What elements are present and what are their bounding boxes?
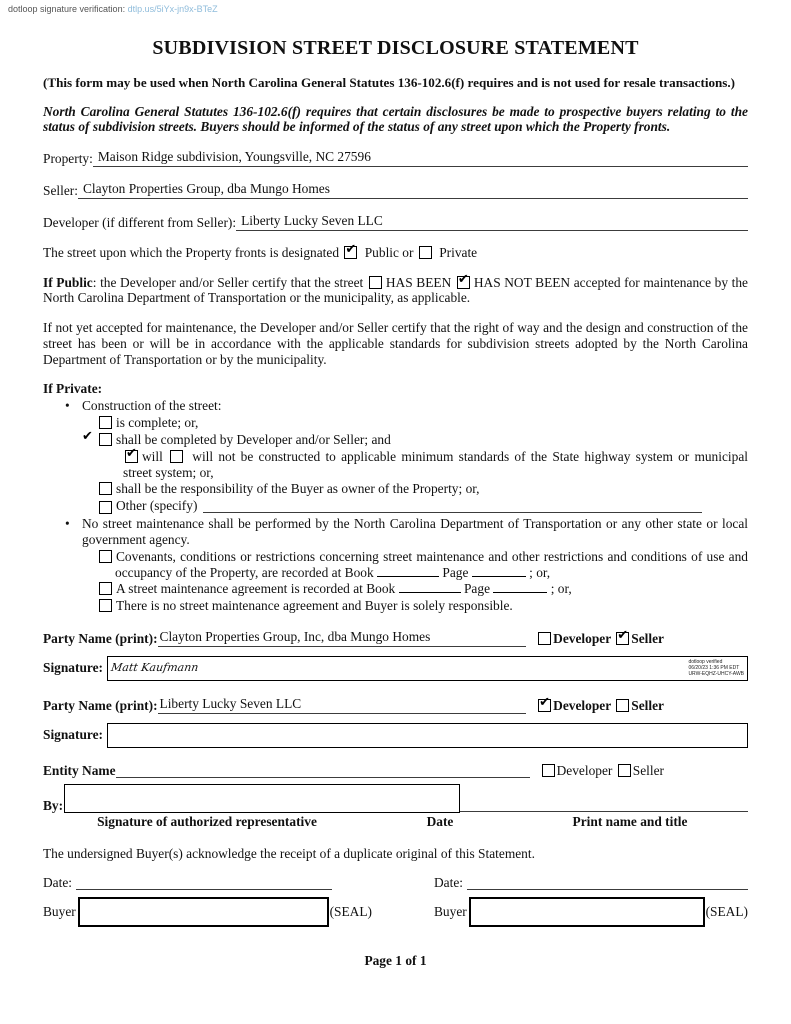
by-captions — [43, 813, 748, 830]
bullet-glyph: • — [65, 516, 70, 532]
no-maintenance-bullet-text: No street maintenance shall be performed by the North Carolina Department of Transportation or any other state or local government agency. — [82, 516, 748, 547]
signature1-autograph: Matt Kaufmann — [110, 660, 200, 674]
signature1-field[interactable] — [107, 656, 748, 681]
will-not-text: will not be constructed to applicable minimum standards of the State highway system or municipal street system; or, — [123, 448, 748, 480]
other-checkbox[interactable] — [99, 501, 112, 514]
construction-bullet-text: Construction of the street: — [82, 398, 222, 414]
developer-label: Developer — [553, 630, 611, 646]
or-suffix: ; or, — [529, 564, 551, 580]
party2-role-checkgroup — [536, 694, 664, 714]
by-label: By: — [43, 797, 64, 813]
has-not-been-checkbox[interactable]: ✔ — [457, 271, 469, 287]
if-public-paragraph — [43, 271, 748, 307]
will-label: will — [142, 448, 169, 464]
option-covenants — [43, 549, 748, 581]
buyer-label: Buyer — [43, 904, 76, 920]
party2-seller-checkbox[interactable] — [616, 699, 629, 712]
agreement-checkbox[interactable] — [99, 582, 112, 595]
property-label: Property: — [43, 151, 93, 167]
caption-date: Date — [426, 814, 454, 830]
signature1-label: Signature: — [43, 660, 104, 676]
property-field[interactable]: Maison Ridge subdivision, Youngsville, NC 27596 — [93, 149, 748, 167]
entity-name-field[interactable] — [116, 776, 530, 778]
buyer-responsibility-checkbox[interactable] — [99, 482, 112, 495]
book-label: Book — [366, 581, 396, 597]
party2-name-field[interactable]: Liberty Lucky Seven LLC — [158, 696, 527, 714]
if-public-after: accepted for maintenance by the North Carolina Department of Transportation or the municipality, as applicable. — [43, 274, 748, 306]
has-not-been-label: HAS NOT BEEN — [473, 274, 571, 290]
covenants-checkbox[interactable] — [99, 550, 112, 563]
or-suffix: ; or, — [550, 581, 572, 597]
party1-seller-checkbox[interactable]: ✔ — [617, 627, 629, 643]
date-label: Date: — [43, 875, 72, 891]
no-maintenance-bullet — [43, 516, 748, 548]
option-no-agreement — [43, 598, 748, 614]
party1-developer-checkbox[interactable] — [538, 632, 551, 645]
seller-label: Seller — [631, 697, 664, 713]
buyer-column-left — [43, 875, 372, 927]
option-complete — [43, 415, 748, 431]
party2-label: Party Name (print): — [43, 697, 158, 713]
private-label: Private — [439, 244, 478, 260]
construction-bullet — [43, 398, 748, 414]
date-field-left[interactable] — [76, 888, 332, 890]
agreement-page-field[interactable] — [493, 581, 547, 593]
option-shall-completed-label: shall be completed by Developer and/or Seller; and — [116, 432, 391, 448]
buyer-column-right — [434, 875, 748, 927]
option-buyer-responsibility-label: shall be the responsibility of the Buyer as owner of the Property; or, — [116, 481, 480, 497]
stamp-line1: dotloop verified — [688, 659, 723, 666]
buyer-row-left — [43, 897, 372, 927]
designation-line — [43, 241, 748, 261]
property-row — [43, 149, 748, 167]
option-no-agreement-label: There is no street maintenance agreement and Buyer is solely responsible. — [116, 598, 513, 614]
agreement-book-field[interactable] — [399, 581, 461, 593]
by-print-line[interactable] — [460, 810, 748, 812]
date-label: Date: — [434, 875, 463, 891]
buyer-signature-field-right[interactable] — [469, 897, 705, 927]
buyer-row-right — [434, 897, 748, 927]
caption-print-name: Print name and title — [572, 814, 688, 830]
signature2-row — [43, 723, 748, 748]
party2-developer-checkbox[interactable]: ✔ — [539, 694, 551, 710]
other-specify-field[interactable] — [203, 511, 702, 513]
shall-completed-checkbox[interactable]: ✔ — [99, 433, 112, 446]
developer-row — [43, 213, 748, 231]
option-complete-label: is complete; or, — [116, 415, 199, 431]
document-body — [0, 37, 791, 969]
bullet-glyph: • — [65, 398, 70, 414]
option-agreement-text: A street maintenance agreement is recorded at — [116, 581, 363, 597]
party1-name-field[interactable]: Clayton Properties Group, Inc, dba Mungo Homes — [158, 629, 527, 647]
seller-label: Seller — [632, 762, 664, 778]
will-not-checkbox[interactable] — [170, 450, 183, 463]
buyer-label: Buyer — [434, 904, 467, 920]
party1-row — [43, 629, 748, 647]
no-agreement-checkbox[interactable] — [99, 599, 112, 612]
usage-note: (This form may be used when North Carolina General Statutes 136-102.6(f) requires and is not used for resale transactions.) — [43, 75, 736, 91]
by-signature-field[interactable] — [64, 784, 460, 813]
entity-role-checkgroup — [540, 763, 664, 779]
covenants-page-field[interactable] — [472, 565, 526, 577]
developer-label: Developer — [556, 762, 613, 778]
seller-row — [43, 181, 748, 199]
seller-label: Seller: — [43, 183, 78, 199]
not-accepted-paragraph: If not yet accepted for maintenance, the Developer and/or Seller certify that the right of way and the design and construction of the street has been or will be in accordance with the applicable standards for subdivision streets adopted by the North Carolina Department of Transportation or by the municipality. — [43, 320, 748, 367]
by-row — [43, 784, 748, 813]
public-checkbox[interactable]: ✔ — [345, 241, 357, 257]
if-public-label: If Public — [43, 274, 93, 290]
date-row-left — [43, 875, 372, 891]
complete-checkbox[interactable] — [99, 416, 112, 429]
statute-note: North Carolina General Statutes 136-102.6(f) requires that certain disclosures be made to prospective buyers relating to the status of subdivision streets. Buyers should be informed of the status of any street upon which the Property fronts. — [43, 103, 748, 135]
seal-label: (SEAL) — [705, 904, 748, 920]
entity-developer-checkbox[interactable] — [542, 764, 555, 777]
signature1-row — [43, 656, 748, 681]
signature2-field[interactable] — [107, 723, 748, 748]
dotloop-stamp — [688, 659, 744, 677]
has-been-label: HAS BEEN — [385, 274, 452, 290]
developer-label: Developer — [553, 697, 611, 713]
entity-seller-checkbox[interactable] — [618, 764, 631, 777]
verification-link[interactable]: dtlp.us/5iYx-jn9x-BTeZ — [127, 4, 218, 14]
seal-label: (SEAL) — [329, 904, 372, 920]
seller-label: Seller — [631, 630, 664, 646]
signature2-label: Signature: — [43, 727, 104, 743]
option-shall-completed — [43, 429, 748, 448]
designation-text: The street upon which the Property fronts is designated — [43, 244, 340, 260]
if-private-label: If Private: — [43, 380, 103, 396]
date-row-right — [434, 875, 748, 891]
option-buyer-responsibility — [43, 481, 748, 497]
option-other — [43, 498, 748, 514]
if-public-before: : the Developer and/or Seller certify that the street — [92, 274, 367, 290]
page-label: Page — [442, 564, 469, 580]
seller-field[interactable]: Clayton Properties Group, dba Mungo Homes — [78, 181, 748, 199]
page-number: Page 1 of 1 — [364, 953, 427, 969]
developer-label: Developer (if different from Seller): — [43, 214, 237, 230]
stamp-line2: 06/20/23 1:36 PM EDT — [688, 665, 740, 672]
option-covenants-text: Covenants, conditions or restrictions concerning street maintenance and other restrictions and conditions of use and occupancy of the Property, are recorded at Book — [115, 548, 748, 580]
developer-field[interactable]: Liberty Lucky Seven LLC — [236, 213, 748, 231]
public-label: Public or — [364, 244, 414, 260]
stamp-line3: URW-EQHZ-UHCY-AWB — [688, 671, 744, 678]
caption-signature: Signature of authorized representative — [97, 814, 317, 830]
option-agreement — [43, 581, 748, 597]
will-willnot-line — [43, 445, 748, 481]
covenants-book-field[interactable] — [377, 565, 439, 577]
dotloop-verification-header — [0, 0, 791, 15]
party2-row — [43, 696, 748, 714]
page-title: SUBDIVISION STREET DISCLOSURE STATEMENT — [152, 36, 639, 59]
entity-row — [43, 763, 748, 779]
verification-label: dotloop signature verification: — [8, 4, 126, 14]
option-other-label: Other (specify) — [116, 498, 198, 514]
entity-label: Entity Name — [43, 762, 116, 778]
acknowledgment-text: The undersigned Buyer(s) acknowledge the receipt of a duplicate original of this Statement. — [43, 846, 535, 862]
page-label: Page — [463, 581, 491, 597]
party1-label: Party Name (print): — [43, 630, 158, 646]
private-checkbox[interactable] — [419, 246, 432, 259]
party1-role-checkgroup — [536, 627, 664, 647]
has-been-checkbox[interactable] — [369, 276, 382, 289]
date-field-right[interactable] — [467, 888, 748, 890]
will-checkbox[interactable]: ✔ — [126, 445, 137, 461]
buyer-section — [43, 875, 748, 927]
buyer-signature-field-left[interactable] — [78, 897, 329, 927]
